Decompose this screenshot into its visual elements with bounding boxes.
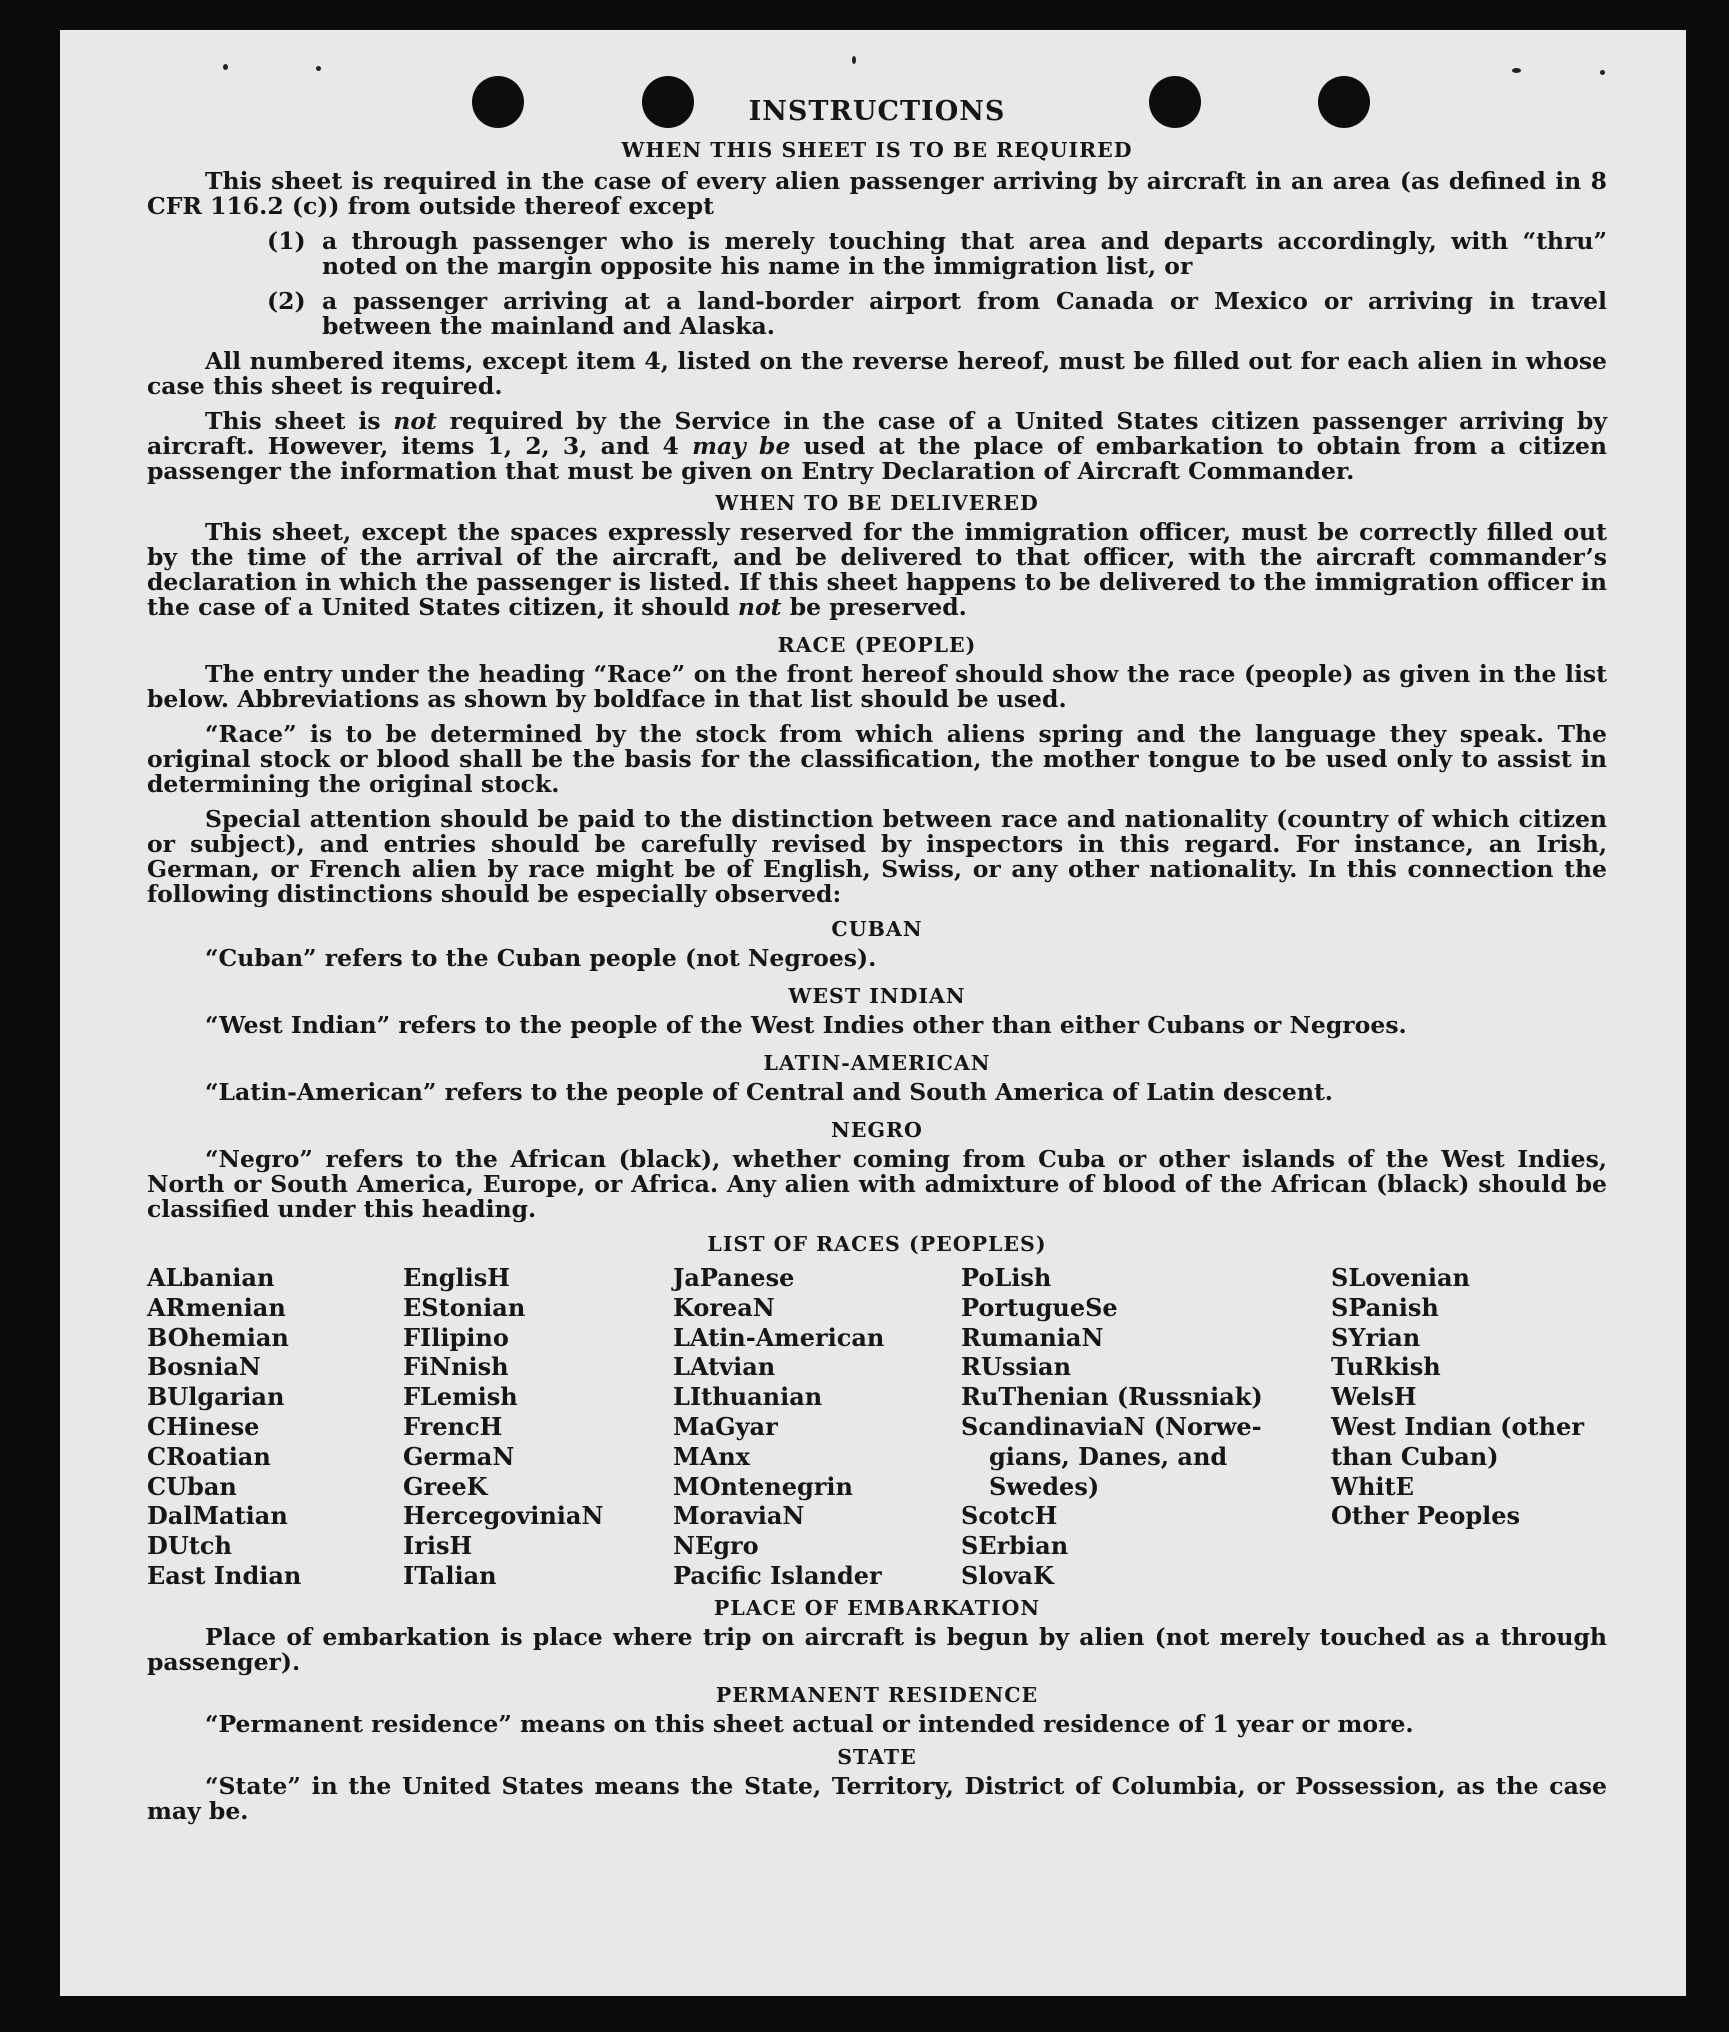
race-entry: BosniaN [147,1352,261,1382]
race-entry: ARmenian [147,1292,286,1322]
race-entry: Swedes) [989,1471,1100,1501]
race-entry: MAnx [673,1441,750,1471]
race-entry: East Indian [147,1560,302,1590]
race-list [147,1263,1607,1591]
race-entry: CRoatian [147,1441,271,1471]
race-entry: WhitE [1331,1471,1414,1501]
race-entry: BOhemian [147,1322,289,1352]
race-entry: SErbian [961,1531,1069,1561]
race-column [147,1263,403,1591]
paragraph: “West Indian” refers to the people of the West Indies other than either Cubans or Negroes. [205,1011,1407,1039]
race-entry: SPanish [1331,1292,1439,1322]
race-entry: CUban [147,1471,237,1501]
race-entry: FIlipino [403,1322,509,1352]
race-column [1331,1263,1607,1591]
race-entry: RuThenian (Russniak) [961,1382,1263,1412]
race-entry: TuRkish [1331,1352,1441,1382]
race-entry: WelsH [1331,1382,1417,1412]
paragraph: “Permanent residence” means on this sheet actual or intended residence of 1 year or more. [205,1709,1414,1738]
item-number: (2) [267,287,306,315]
race-entry: BUlgarian [147,1382,285,1412]
race-entry: ScotcH [961,1501,1058,1531]
race-entry: ScandinaviaN (Norwe- [961,1411,1262,1441]
race-entry: PortugueSe [961,1292,1118,1322]
paragraph: “Cuban” refers to the Cuban people (not Negroes). [205,944,877,972]
race-entry: MOntenegrin [673,1471,853,1501]
paragraph: Special attention should be paid to the distinction between race and nationality (country of which citizen or subject), and entries should be carefully revised by inspectors in this regard. For instance, an Irish, German, or French alien by race might be of English, Swiss, or any other nationality. In this connection the following distinctions should be especially observed: [147,805,1607,908]
race-entry: MaGyar [673,1411,778,1441]
race-entry: ITalian [403,1560,497,1590]
race-column [673,1263,961,1591]
list-item [267,289,1607,339]
section-heading: CUBAN [831,917,923,941]
section-heading: LIST OF RACES (PEOPLES) [707,1232,1047,1256]
race-entry: LAtin-American [673,1322,885,1352]
list-item [267,229,1607,279]
race-entry: Pacific Islander [673,1560,882,1590]
race-column [403,1263,673,1591]
section-heading: RACE (PEOPLE) [777,633,977,657]
race-entry: ALbanian [147,1263,275,1292]
race-entry: CHinese [147,1411,260,1441]
paragraph: “Latin-American” refers to the people of Central and South America of Latin descent. [205,1078,1333,1106]
race-entry: West Indian (other than Cuban) [1331,1411,1584,1471]
page-title: INSTRUCTIONS [748,96,1006,127]
race-entry: KoreaN [673,1292,775,1322]
paragraph: Place of embarkation is place where trip on aircraft is begun by alien (not merely touched as a through passenger). [147,1622,1607,1676]
section-heading: WEST INDIAN [788,984,966,1008]
section-heading: STATE [837,1744,917,1769]
item-text: a passenger arriving at a land-border airport from Canada or Mexico or arriving in travel between the mainland and Alaska. [322,287,1607,340]
section-heading: WHEN TO BE DELIVERED [715,491,1039,515]
race-entry: SLovenian [1331,1263,1470,1292]
item-text: a through passenger who is merely touching that area and departs accordingly, with “thru” noted on the margin opposite his name in the immigration list, or [322,227,1607,280]
race-entry: GreeK [403,1471,488,1501]
section-heading: PERMANENT RESIDENCE [715,1682,1039,1707]
paragraph: This sheet is not required by the Service in the case of a United States citizen passenger arriving by aircraft. However, items 1, 2, 3, and 4 may be used at the place of embarkation to obtain from a citizen passenger the information that must be given on Entry Declaration of Aircraft Commander. [147,407,1607,485]
race-entry: NEgro [673,1531,759,1561]
race-entry: DUtch [147,1531,232,1561]
section-heading: WHEN THIS SHEET IS TO BE REQUIRED [621,138,1133,162]
section-heading: PLACE OF EMBARKATION [713,1595,1041,1620]
race-column [961,1263,1331,1591]
paragraph: “State” in the United States means the State, Territory, District of Columbia, or Possession, as the case may be. [147,1771,1607,1825]
paragraph: “Race” is to be determined by the stock from which aliens spring and the language they speak. The original stock or blood shall be the basis for the classification, the mother tongue to be used only to assist in determining the original stock. [147,720,1607,798]
race-entry: PoLish [961,1263,1052,1292]
race-entry: MoraviaN [673,1501,805,1531]
race-entry: LAtvian [673,1352,776,1382]
race-entry: JaPanese [673,1263,795,1292]
race-entry: EStonian [403,1292,526,1322]
item-number: (1) [267,227,306,255]
race-entry: gians, Danes, and [989,1441,1228,1471]
race-entry: HercegoviniaN [403,1501,604,1531]
race-entry: RumaniaN [961,1322,1104,1352]
race-entry: Other Peoples [1331,1501,1521,1531]
speck [316,66,321,71]
speck [852,56,856,64]
race-entry: EnglisH [403,1263,510,1292]
paragraph: This sheet is required in the case of every alien passenger arriving by aircraft in an area (as defined in 8 CFR 116.2 (c)) from outside thereof except [147,167,1607,220]
race-entry: LIthuanian [673,1382,823,1412]
race-entry: FLemish [403,1382,518,1412]
race-entry: RUssian [961,1352,1072,1382]
speck [223,64,228,70]
speck [1512,68,1521,73]
paragraph: All numbered items, except item 4, listed on the reverse hereof, must be filled out for each alien in whose case this sheet is required. [147,347,1607,400]
race-entry: FrencH [403,1411,503,1441]
section-heading: NEGRO [831,1118,923,1142]
race-entry: SYrian [1331,1322,1421,1352]
paragraph: “Negro” refers to the African (black), whether coming from Cuba or other islands of the West Indies, North or South America, Europe, or Africa. Any alien with admixture of blood of the African (black) should be classified under this heading. [147,1145,1607,1223]
race-entry: IrisH [403,1531,473,1561]
instructions-body [147,96,1607,1824]
race-entry: SlovaK [961,1560,1054,1590]
speck [1600,70,1605,75]
race-entry: FiNnish [403,1352,509,1382]
document-page [60,30,1686,1996]
section-heading: LATIN-AMERICAN [763,1051,991,1075]
paragraph: This sheet, except the spaces expressly reserved for the immigration officer, must be correctly filled out by the time of the arrival of the aircraft, and be delivered to that officer, with the aircraft commander’s declaration in which the passenger is listed. If this sheet happens to be delivered to the immigration officer in the case of a United States citizen, it should not be preserved. [147,518,1607,621]
paragraph: The entry under the heading “Race” on the front hereof should show the race (people) as given in the list below. Abbreviations as shown by boldface in that list should be used. [147,660,1607,713]
race-entry: DalMatian [147,1501,288,1531]
race-entry: GermaN [403,1441,515,1471]
